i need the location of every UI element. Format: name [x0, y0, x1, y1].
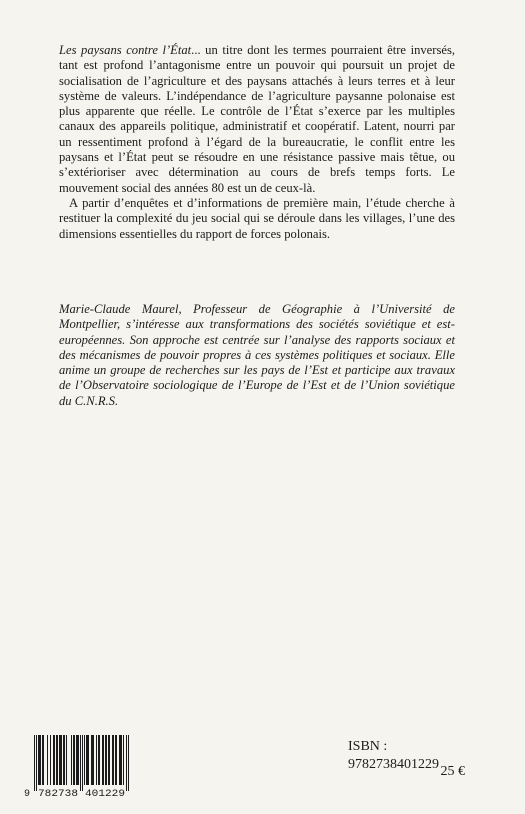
barcode-bar: [87, 735, 88, 785]
author-biography-text: Marie-Claude Maurel, Professeur de Géographie à l’Université de Montpellier, s’intéresse aux transformations des sociétés soviétique et est-européennes. Son approche est centrée sur l’analyse des rapports sociaux et des mécanismes de pouvoir propres à ces systèmes politiques et sociaux. Elle anime un groupe de recherches sur les pays de l’Est et participe aux travaux de l’Observatoire sociologique de l’Europe de l’Est et de l’Union soviétique du C.N.R.S.: [59, 302, 455, 408]
barcode-bar: [43, 735, 44, 785]
barcode-bar: [112, 735, 113, 785]
barcode-bar: [98, 735, 99, 785]
barcode-bar: [128, 735, 129, 791]
barcode-bar: [105, 735, 106, 785]
barcode-first-digit: 9: [24, 789, 31, 798]
barcode-bar: [99, 735, 100, 785]
barcode-bar: [36, 735, 37, 791]
blurb-paragraph-1-text: ... un titre dont les termes pourraient être inversés, tant est profond l’antagonisme entre un pouvoir qui poursuit un projet de socialisation de l’agriculture et des paysans attachés à leurs terres et à leur système de valeurs. L’indépendance de l’agriculture paysanne polonaise est plus apparente que réelle. Le contrôle de l’État s’exerce par les multiples canaux des appareils politique, administratif et coopératif. Latent, nourri par un ressentiment profond à l’égard de la bureaucratie, le conflit entre les paysans et l’État peut se résoudre en une résistance passive mais têtue, ou s’extérioriser avec détermination au cours de brefs temps forts. Le mouvement social des années 80 est un de ceux-là.: [59, 43, 456, 195]
barcode-bar: [113, 735, 114, 785]
barcode-bar: [57, 735, 58, 785]
barcode-bar: [92, 735, 93, 785]
barcode-bar: [59, 735, 60, 785]
barcode-bar: [71, 735, 72, 785]
barcode-right-digits: 401229: [85, 789, 125, 798]
barcode-bar: [102, 735, 103, 785]
barcode-bar: [109, 735, 110, 785]
barcode-bar: [116, 735, 117, 785]
barcode-bar: [80, 735, 81, 791]
barcode-bar: [121, 735, 122, 785]
barcode-bar: [40, 735, 41, 785]
barcode-bar: [93, 735, 94, 785]
barcode-bar: [74, 735, 75, 785]
barcode-bar: [60, 735, 61, 785]
barcode-bar: [42, 735, 43, 785]
blurb-paragraph-1: [59, 43, 455, 196]
barcode-bar: [123, 735, 124, 785]
barcode-graphic: [22, 733, 146, 798]
barcode-left-digits: 782738: [38, 789, 78, 798]
barcode-bar: [73, 735, 74, 785]
barcode-bar: [63, 735, 64, 785]
barcode-bar: [54, 735, 55, 785]
book-title-reference: Les paysans contre l’État: [59, 43, 192, 57]
barcode-bar: [78, 735, 79, 785]
barcode-bar: [39, 735, 40, 785]
barcode-bar: [88, 735, 89, 785]
barcode-bar: [82, 735, 83, 791]
barcode-bar: [108, 735, 109, 785]
barcode-bar: [76, 735, 77, 785]
barcode-bar: [103, 735, 104, 785]
isbn-label: ISBN : 9782738401229: [348, 739, 439, 772]
barcode-bars: [34, 735, 129, 791]
barcode-bar: [115, 735, 116, 785]
barcode-bar: [119, 735, 120, 785]
barcode-bar: [47, 735, 48, 785]
barcode-bar: [38, 735, 39, 785]
back-cover-blurb: [59, 43, 455, 242]
author-biography: [59, 302, 455, 409]
barcode-bar: [53, 735, 54, 785]
price-label: 25 €: [440, 764, 465, 779]
barcode-bar: [91, 735, 92, 785]
barcode: [22, 733, 146, 798]
barcode-bar: [96, 735, 97, 785]
barcode-bar: [106, 735, 107, 785]
barcode-bar: [34, 735, 35, 791]
barcode-bar: [66, 735, 67, 785]
barcode-bar: [126, 735, 127, 791]
barcode-bar: [56, 735, 57, 785]
barcode-bar: [61, 735, 62, 785]
barcode-bar: [50, 735, 51, 785]
barcode-bar: [86, 735, 87, 785]
barcode-bar: [77, 735, 78, 785]
blurb-paragraph-2: A partir d’enquêtes et d’informations de première main, l’étude cherche à restituer la complexité du jeu social qui se déroule dans les villages, l’une des dimensions essentielles du rapport de forces polonais.: [59, 195, 455, 241]
barcode-bar: [120, 735, 121, 785]
barcode-bar: [84, 735, 85, 785]
barcode-bar: [64, 735, 65, 785]
